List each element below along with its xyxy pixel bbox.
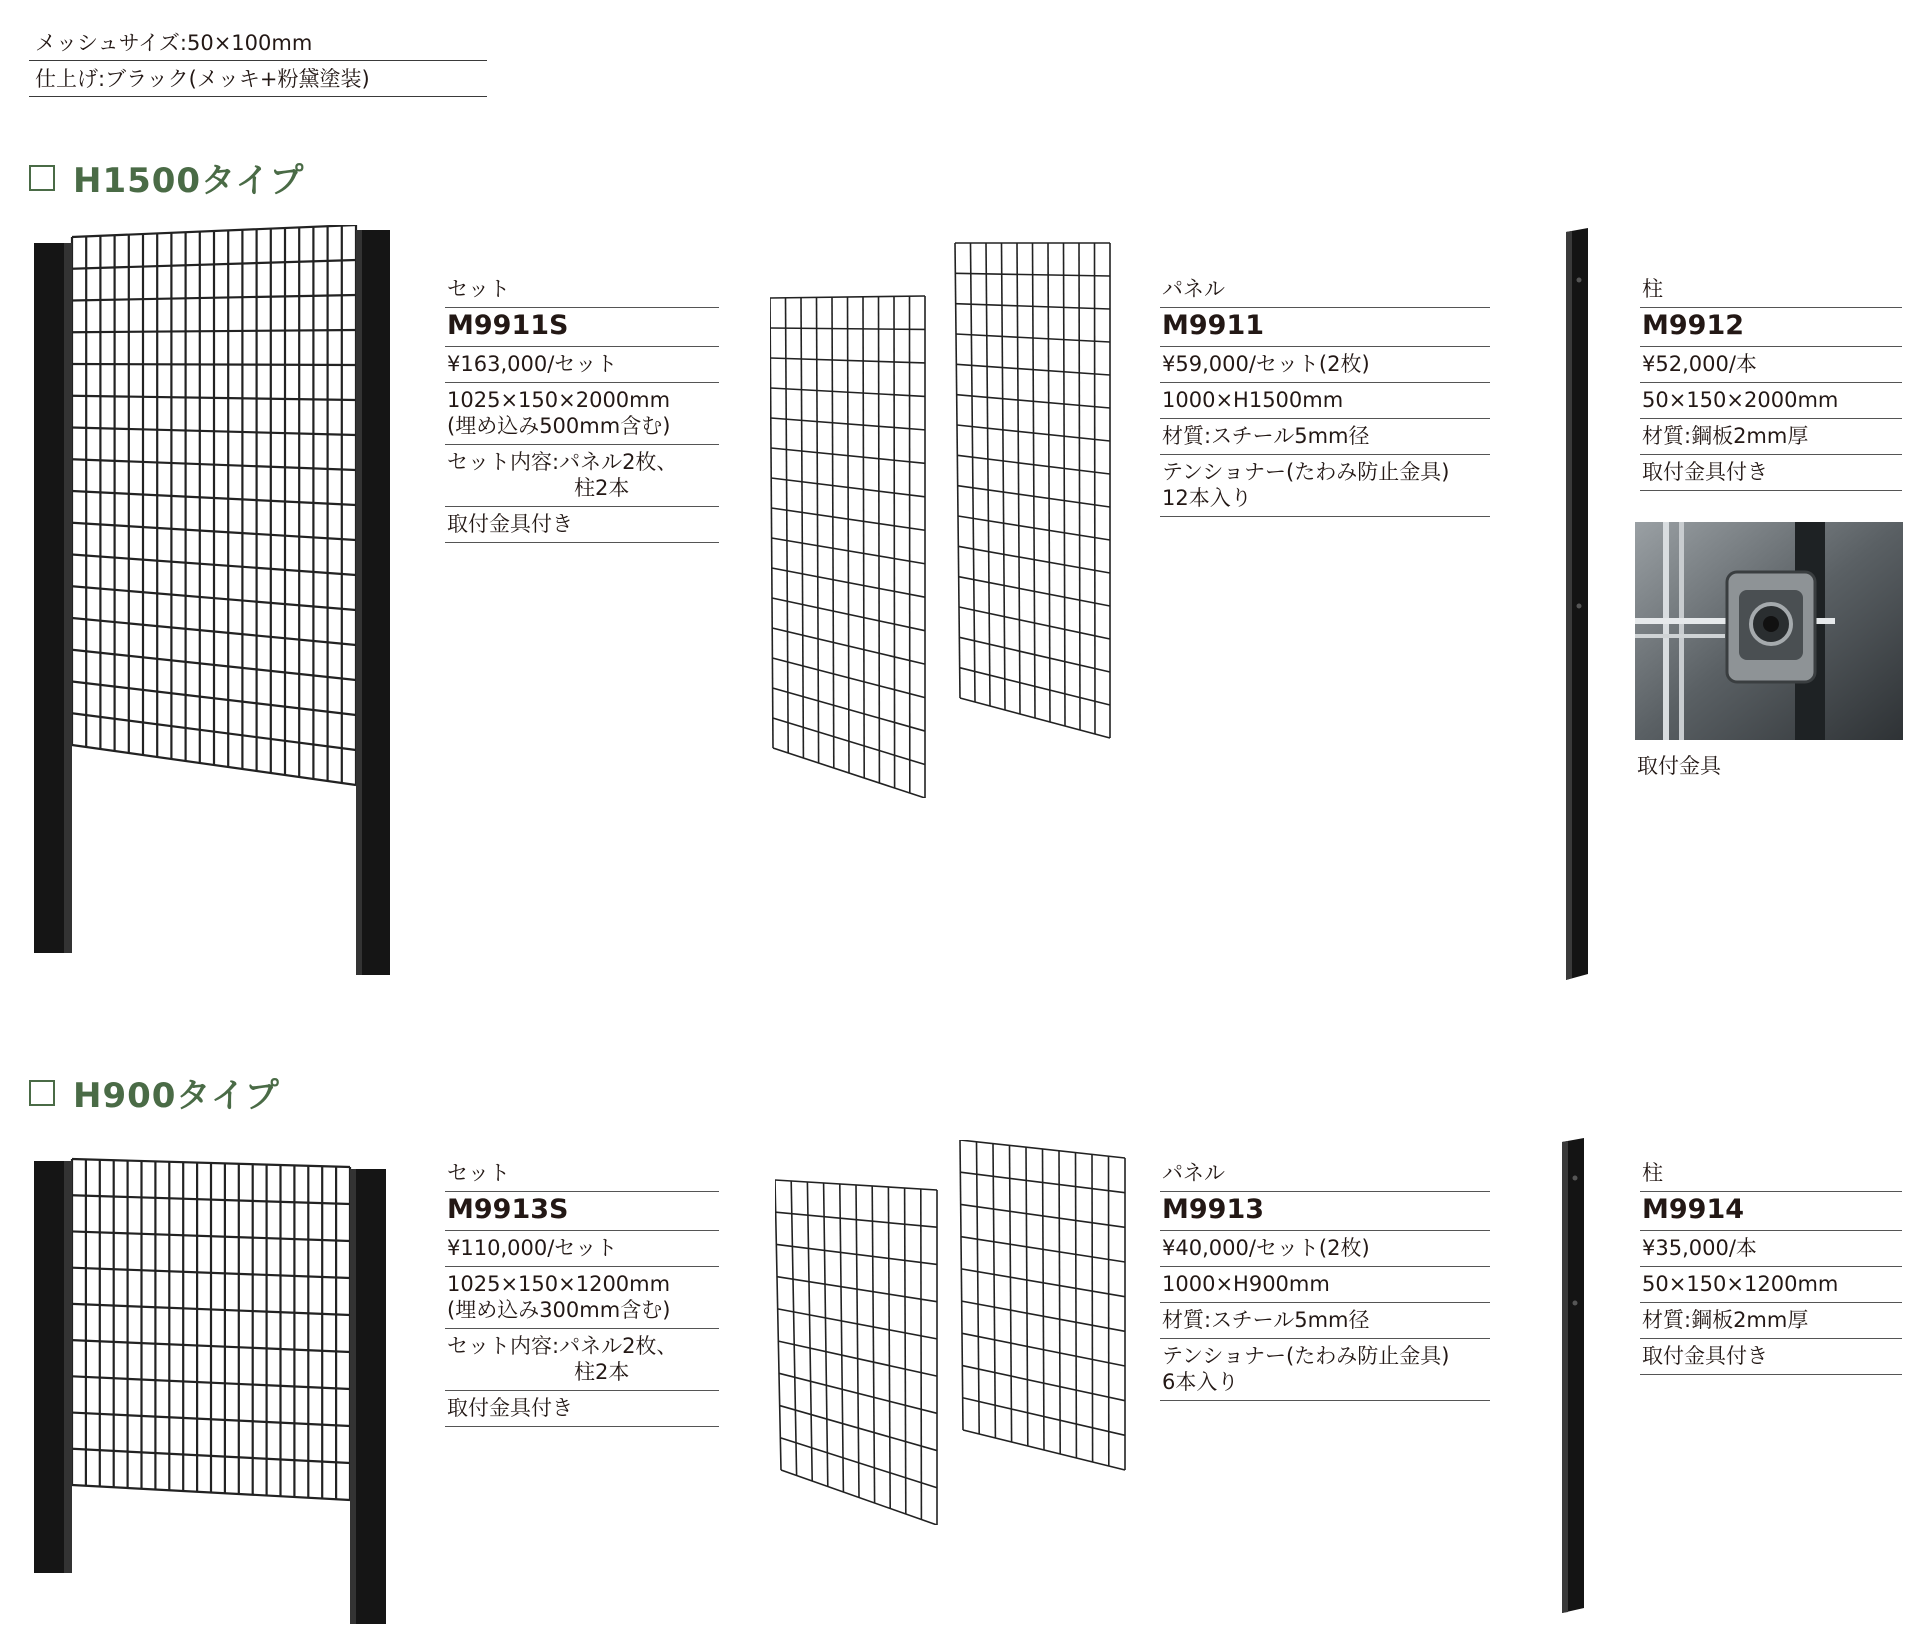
note: 取付金具付き: [445, 1391, 719, 1427]
tensioner-line2: 6本入り: [1162, 1370, 1239, 1394]
panel-spec-h900: [1160, 1160, 1490, 1401]
category-label: パネル: [1160, 276, 1490, 308]
post-h1500-image: [1562, 228, 1596, 980]
set-contents: [445, 1329, 719, 1391]
product-code: M9913S: [445, 1192, 719, 1231]
dimensions: 50×150×2000mm: [1640, 383, 1902, 419]
category-label: 柱: [1640, 276, 1902, 308]
fence-set-h900-image: [30, 1155, 400, 1630]
mounting-bracket-illustration: [1635, 522, 1903, 740]
note: 取付金具付き: [445, 507, 719, 543]
set-contents-line1: セット内容:パネル2枚、: [447, 450, 678, 474]
panel-pair-h900-image: [775, 1140, 1130, 1525]
spec-finish: 仕上げ:ブラック(メッキ+粉黛塗装): [29, 61, 487, 97]
dimensions-line1: 1025×150×1200mm: [447, 1272, 671, 1296]
right-post: [362, 230, 390, 975]
post-spec-h1500: [1640, 276, 1902, 491]
price: ¥59,000/セット(2枚): [1160, 347, 1490, 383]
price: ¥110,000/セット: [445, 1231, 719, 1267]
product-code: M9913: [1160, 1192, 1490, 1231]
post-spec-h900: [1640, 1160, 1902, 1375]
material: 材質:鋼板2mm厚: [1640, 419, 1902, 455]
fence-set-mesh: [72, 1159, 350, 1500]
dimensions: 1000×H900mm: [1160, 1267, 1490, 1303]
left-post: [34, 243, 64, 953]
set-contents-line1: セット内容:パネル2枚、: [447, 1334, 678, 1358]
square-bullet-icon: [29, 165, 55, 191]
left-post: [34, 1161, 64, 1573]
section-title-h900: [29, 1068, 280, 1117]
photo-caption: 取付金具: [1637, 754, 1721, 778]
right-post: [356, 1169, 386, 1624]
product-code: M9912: [1640, 308, 1902, 347]
mesh-panel-back: [955, 243, 1110, 738]
tensioner-line1: テンショナー(たわみ防止金具): [1162, 1344, 1450, 1368]
dimensions-line2: (埋め込み500mm含む): [447, 414, 671, 438]
product-code: M9911S: [445, 308, 719, 347]
mesh-panel-back: [960, 1140, 1125, 1470]
panel-spec-h1500: [1160, 276, 1490, 517]
set-spec-h1500: [445, 276, 719, 543]
price: ¥40,000/セット(2枚): [1160, 1231, 1490, 1267]
price: ¥163,000/セット: [445, 347, 719, 383]
product-code: M9914: [1640, 1192, 1902, 1231]
set-contents: [445, 445, 719, 507]
note: 取付金具付き: [1640, 1339, 1902, 1375]
tensioner-line2: 12本入り: [1162, 486, 1252, 510]
mesh-panel-front: [770, 296, 925, 798]
material: 材質:スチール5mm径: [1160, 1303, 1490, 1339]
dimensions: 1000×H1500mm: [1160, 383, 1490, 419]
category-label: 柱: [1640, 1160, 1902, 1192]
mounting-bracket-photo: [1635, 522, 1903, 740]
product-code: M9911: [1160, 308, 1490, 347]
material: 材質:スチール5mm径: [1160, 419, 1490, 455]
dimensions: 50×150×1200mm: [1640, 1267, 1902, 1303]
dimensions: [445, 383, 719, 445]
tensioner-line1: テンショナー(たわみ防止金具): [1162, 460, 1450, 484]
set-spec-h900: [445, 1160, 719, 1427]
section-title-h1500: [29, 153, 304, 202]
fence-set-mesh: [72, 225, 356, 785]
set-contents-line2: 柱2本: [574, 1360, 630, 1384]
dimensions-line2: (埋め込み300mm含む): [447, 1298, 671, 1322]
category-label: セット: [445, 276, 719, 308]
price: ¥35,000/本: [1640, 1231, 1902, 1267]
tensioner: [1160, 1339, 1490, 1401]
spec-mesh-size: メッシュサイズ:50×100mm: [29, 25, 487, 61]
material: 材質:鋼板2mm厚: [1640, 1303, 1902, 1339]
tensioner: [1160, 455, 1490, 517]
set-contents-line2: 柱2本: [574, 476, 630, 500]
dimensions-line1: 1025×150×2000mm: [447, 388, 671, 412]
price: ¥52,000/本: [1640, 347, 1902, 383]
mesh-panel-front: [775, 1180, 937, 1525]
category-label: パネル: [1160, 1160, 1490, 1192]
post-h900-image: [1558, 1138, 1592, 1613]
fence-set-h1500-image: [30, 225, 400, 975]
section-title-text: H1500タイプ: [73, 161, 305, 201]
note: 取付金具付き: [1640, 455, 1902, 491]
category-label: セット: [445, 1160, 719, 1192]
panel-pair-h1500-image: [770, 238, 1120, 798]
square-bullet-icon: [29, 1080, 55, 1106]
section-title-text: H900タイプ: [73, 1076, 280, 1116]
dimensions: [445, 1267, 719, 1329]
